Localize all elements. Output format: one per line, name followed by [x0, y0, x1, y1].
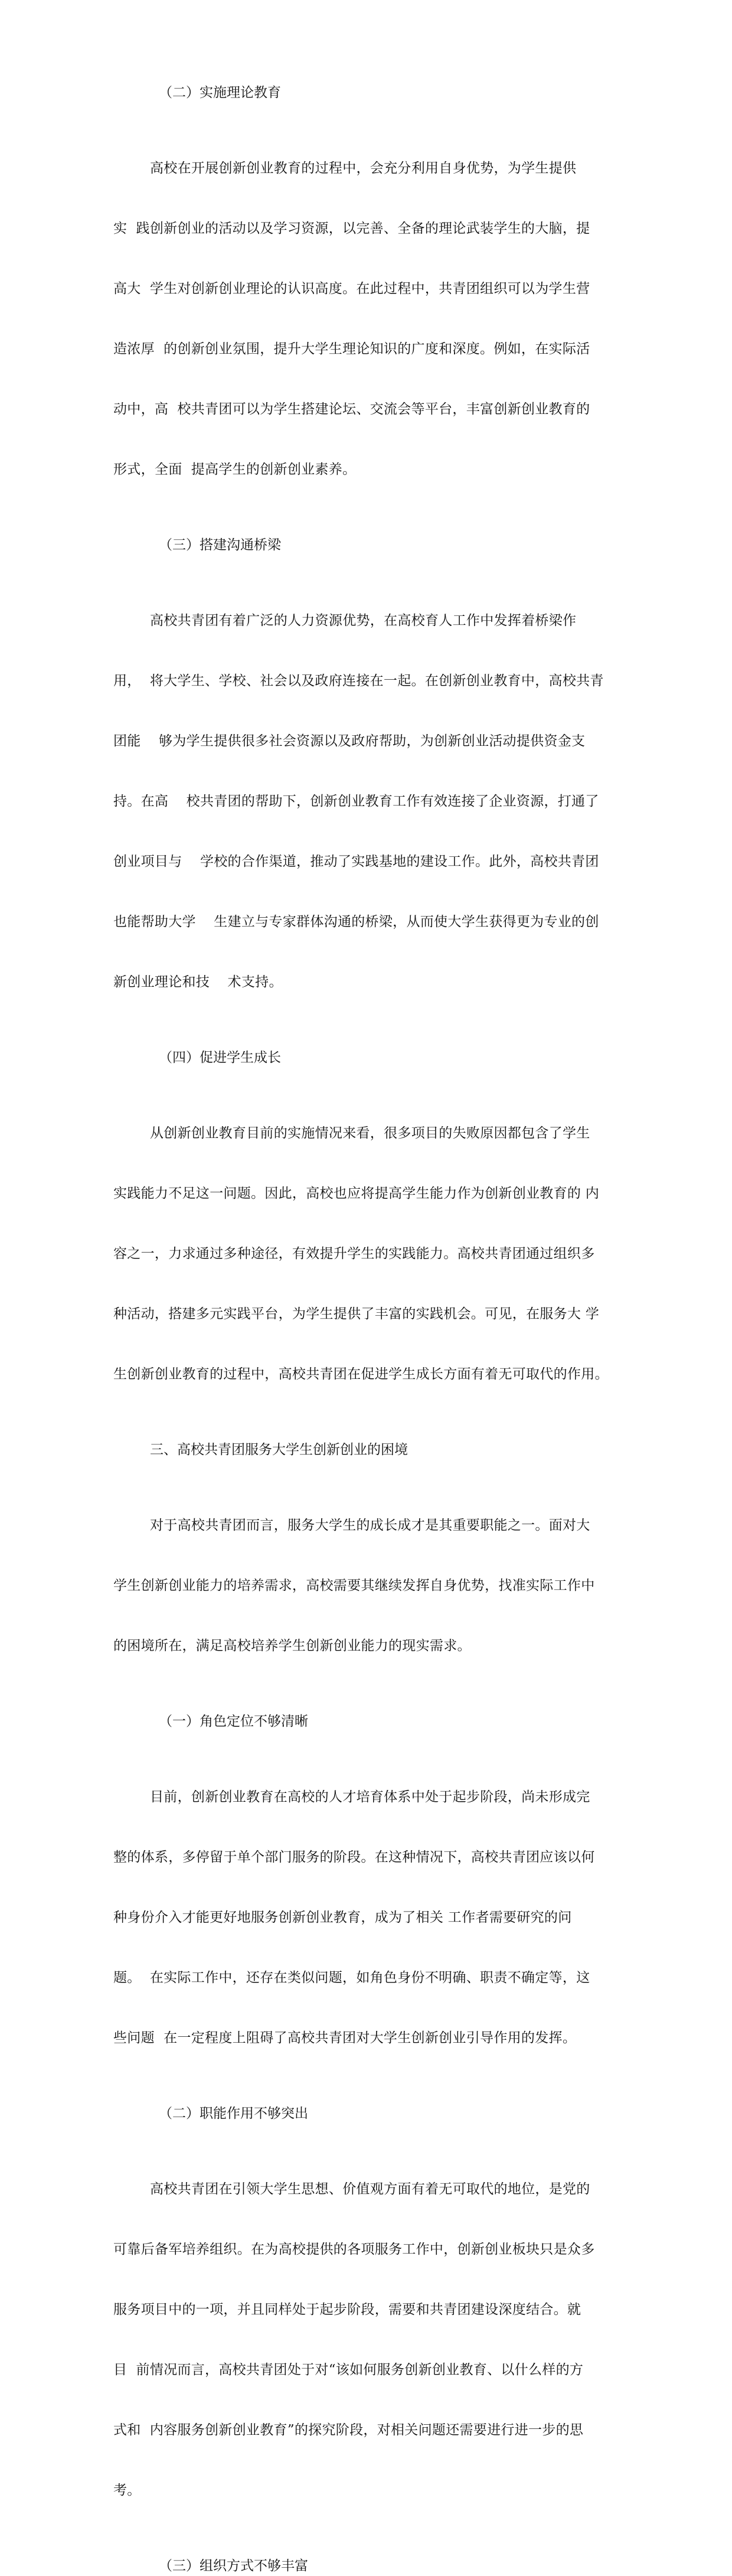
paragraph: [113, 2139, 626, 2541]
section-heading: （三）组织方式不够丰富: [159, 2558, 308, 2574]
section-heading: （二）实施理论教育: [159, 85, 281, 100]
paragraph-line: 对于高校共青团而言，服务大学生的成长成才是其重要职能之一。面对大: [150, 1518, 590, 1533]
paragraph-line: 些问题 在一定程度上阻碍了高校共青团对大学生创新创业引导作用的发挥。: [113, 2030, 577, 2046]
section-heading: （二）职能作用不够突出: [159, 2106, 308, 2121]
paragraph-line: 式和 内容服务创新创业教育”的探究阶段，对相关问题还需要进行进一步的思: [113, 2422, 584, 2438]
section-heading: （三）搭建沟通桥梁: [159, 537, 281, 553]
paragraph-line: 也能帮助大学 生建立与专家群体沟通的桥梁，从而使大学生获得更为专业的创: [113, 914, 599, 930]
paragraph-line: 服务项目中的一项，并且同样处于起步阶段，需要和共青团建设深度结合。就: [113, 2302, 581, 2317]
paragraph: [113, 1083, 626, 1424]
paragraph-line: 目前，创新创业教育在高校的人才培育体系中处于起步阶段，尚未形成完: [150, 1789, 590, 1805]
paragraph-line: 持。在高 校共青团的帮助下，创新创业教育工作有效连接了企业资源，打通了: [113, 794, 599, 809]
paragraph-line: 的困境所在，满足高校培养学生创新创业能力的现实需求。: [113, 1638, 471, 1654]
paragraph-line: 题。 在实际工作中，还存在类似问题，如角色身份不明确、职责不确定等，这: [113, 1970, 590, 1985]
paragraph-line: 动中，高 校共青团可以为学生搭建论坛、交流会等平台，丰富创新创业教育的: [113, 402, 590, 417]
paragraph-line: 高校共青团在引领大学生思想、价值观方面有着无可取代的地位，是党的: [150, 2182, 590, 2197]
paragraph-line: 整的体系，多停留于单个部门服务的阶段。在这种情况下，高校共青团应该以何: [113, 1850, 595, 1865]
section-heading: （一）角色定位不够清晰: [159, 1714, 308, 1729]
paragraph-line: 考。: [113, 2483, 141, 2498]
paragraph-line: 目 前情况而言，高校共青团处于对“该如何服务创新创业教育、以什么样的方: [113, 2362, 584, 2378]
paragraph-line: 种身份介入才能更好地服务创新创业教育，成为了相关 工作者需要研究的问: [113, 1910, 572, 1925]
paragraph: [113, 1747, 626, 2088]
paragraph-line: 高大 学生对创新创业理论的认识高度。在此过程中，共青团组织可以为学生营: [113, 281, 590, 296]
paragraph-line: 实 践创新创业的活动以及学习资源，以完善、全备的理论武装学生的大脑，提: [113, 221, 590, 236]
paragraph-line: 造浓厚 的创新创业氛围，提升大学生理论知识的广度和深度。例如，在实际活: [113, 341, 590, 357]
paragraph-line: 高校在开展创新创业教育的过程中，会充分利用自身优势，为学生提供: [150, 161, 577, 176]
paragraph-line: 新创业理论和技 术支持。: [113, 974, 283, 990]
paragraph-line: 容之一，力求通过多种途径，有效提升学生的实践能力。高校共青团通过组织多: [113, 1246, 595, 1261]
paragraph-line: 用， 将大学生、学校、社会以及政府连接在一起。在创新创业教育中，高校共青: [113, 673, 604, 689]
paragraph-line: 形式，全面 提高学生的创新创业素养。: [113, 462, 357, 477]
paragraph-line: 从创新创业教育目前的实施情况来看，很多项目的失败原因都包含了学生: [150, 1126, 590, 1141]
paragraph-line: 团能 够为学生提供很多社会资源以及政府帮助，为创新创业活动提供资金支: [113, 733, 586, 749]
paragraph: [113, 570, 626, 1032]
section-heading: （四）促进学生成长: [159, 1050, 281, 1065]
paragraph: [113, 1475, 626, 1696]
paragraph-line: 高校共青团有着广泛的人力资源优势，在高校育人工作中发挥着桥梁作: [150, 613, 577, 628]
paragraph: [113, 118, 626, 520]
paragraph-line: 种活动，搭建多元实践平台，为学生提供了丰富的实践机会。可见，在服务大 学: [113, 1306, 600, 1322]
paragraph-line: 可靠后备军培养组织。在为高校提供的各项服务工作中，创新创业板块只是众多: [113, 2242, 595, 2257]
paragraph-line: 学生创新创业能力的培养需求，高校需要其继续发挥自身优势，找准实际工作中: [113, 1578, 595, 1593]
paragraph-line: 生创新创业教育的过程中，高校共青团在促进学生成长方面有着无可取代的作用。: [113, 1367, 609, 1382]
chapter-heading: 三、高校共青团服务大学生创新创业的困境: [150, 1442, 408, 1457]
paragraph-line: 实践能力不足这一问题。因此，高校也应将提高学生能力作为创新创业教育的 内: [113, 1186, 600, 1201]
paragraph-line: 创业项目与 学校的合作渠道，推动了实践基地的建设工作。此外，高校共青团: [113, 854, 599, 869]
